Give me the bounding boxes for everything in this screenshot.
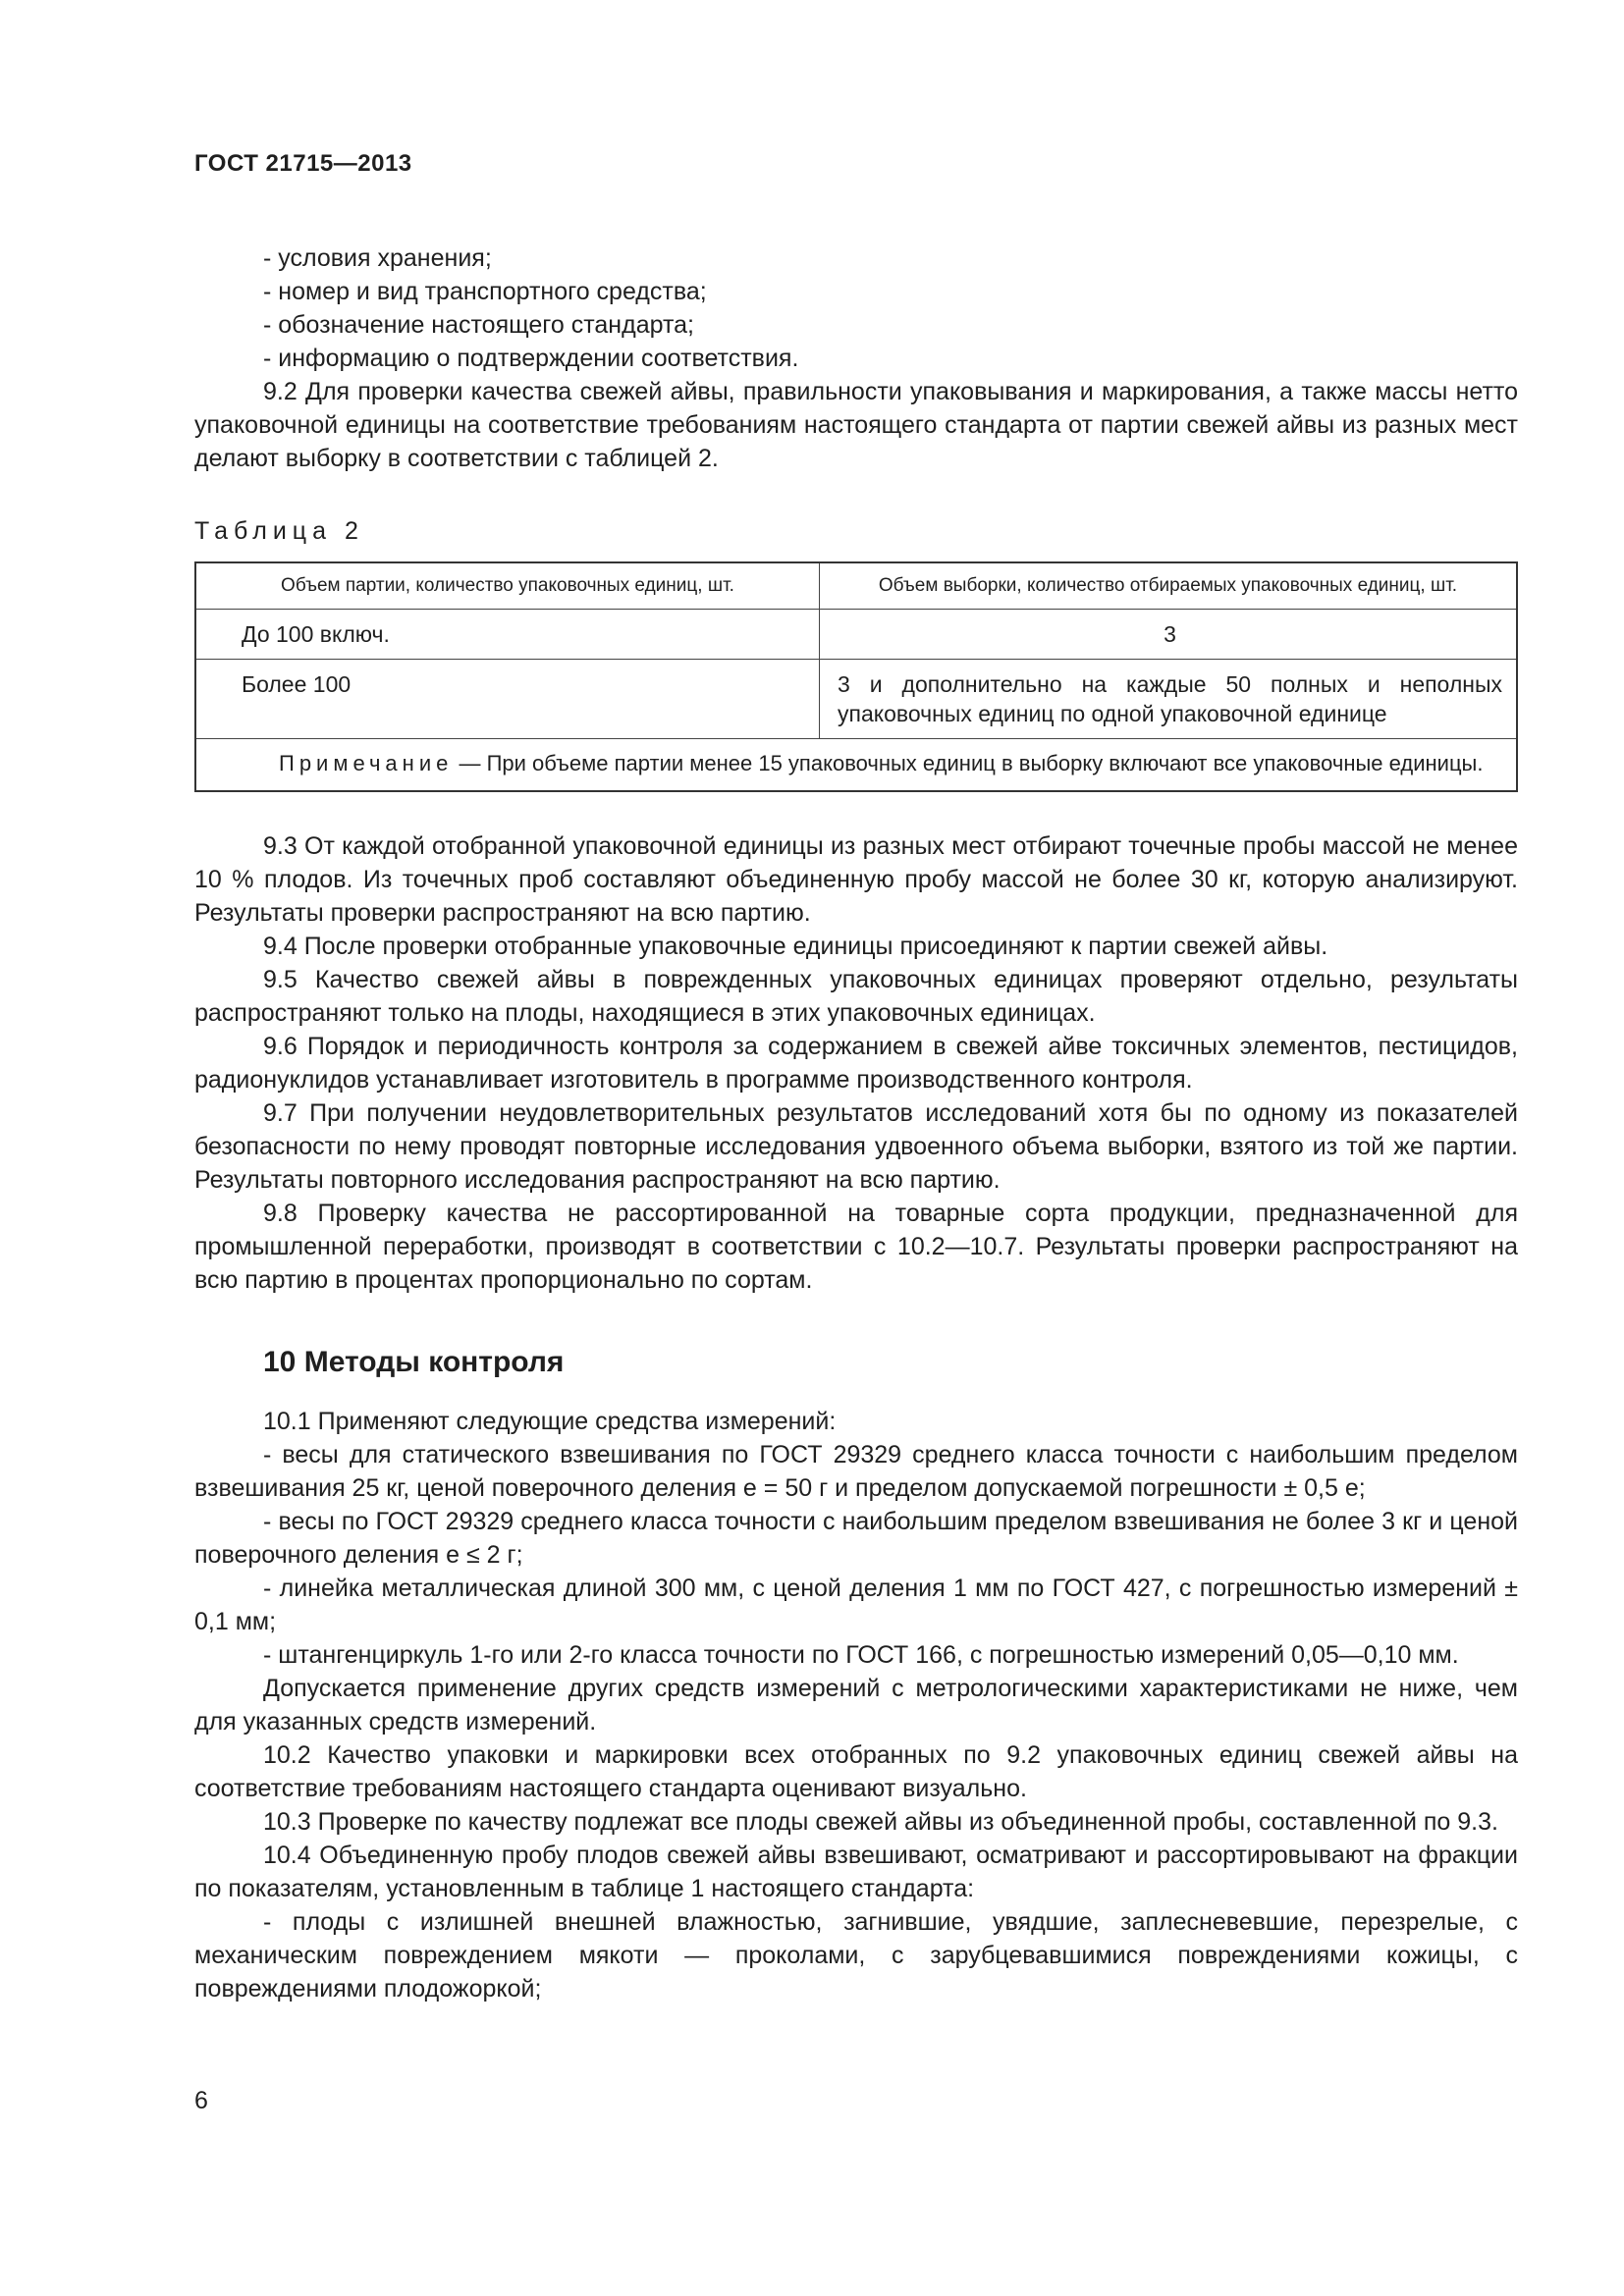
- page-number: 6: [194, 2087, 208, 2114]
- section-10-title: 10 Методы контроля: [263, 1346, 565, 1378]
- table-row: [195, 610, 1517, 660]
- paragraph-9-4: 9.4 После проверки отобранные упаковочные единицы присоединяют к партии свежей айвы.: [263, 933, 1328, 960]
- list-item: - условия хранения;: [263, 244, 492, 272]
- paragraph-10-4-item: - плоды с излишней внешней влажностью, загнившие, увядшие, заплесневевшие, перезрелые, с механическим повреждением мякоти — проколами, с зарубцевавшимися повреждениями кожицы, с повреждениями плодожоркой;: [194, 1908, 1518, 2002]
- instrument-item: - штангенциркуль 1-го или 2-го класса точности по ГОСТ 166, с погрешностью измерений 0,05—0,10 мм.: [263, 1641, 1459, 1669]
- paragraph-9-2: 9.2 Для проверки качества свежей айвы, правильности упаковывания и маркирования, а также массы нетто упаковочной единицы на соответствие требованиям настоящего стандарта от партии свежей айвы из разных мест делают выборку в соответствии с таблицей 2.: [194, 378, 1518, 472]
- allowed-note: Допускается применение других средств измерений с метрологическими характеристиками не ниже, чем для указанных средств измерений.: [194, 1675, 1518, 1735]
- paragraph-10-1: 10.1 Применяют следующие средства измерений:: [263, 1408, 837, 1435]
- instrument-item: - весы по ГОСТ 29329 среднего класса точности с наибольшим пределом взвешивания не более 3 кг и ценой поверочного деления е ≤ 2 г;: [194, 1508, 1518, 1569]
- instrument-item: - весы для статического взвешивания по ГОСТ 29329 среднего класса точности с наибольшим пределом взвешивания 25 кг, ценой поверочного деления е = 50 г и пределом допускаемой погрешности ± 0,5 е;: [194, 1441, 1518, 1502]
- table-2: [194, 561, 1518, 792]
- intro-list: [194, 241, 1518, 375]
- table-row: [195, 660, 1517, 739]
- table-cell: 3: [820, 610, 1518, 660]
- paragraph-9-8: 9.8 Проверку качества не рассортированной на товарные сорта продукции, предназначенной для промышленной переработки, производят в соответствии с 10.2—10.7. Результаты проверки распространяют на всю партию в процентах пропорционально по сортам.: [194, 1200, 1518, 1294]
- table-caption: Таблица 2: [194, 517, 364, 545]
- table-note: [195, 739, 1517, 792]
- table-header-lot-size: Объем партии, количество упаковочных единиц, шт.: [195, 562, 820, 610]
- table-header-sample-size: Объем выборки, количество отбираемых упаковочных единиц, шт.: [820, 562, 1518, 610]
- table-header-row: [195, 562, 1517, 610]
- instrument-item: - линейка металлическая длиной 300 мм, с ценой деления 1 мм по ГОСТ 427, с погрешностью измерений ± 0,1 мм;: [194, 1575, 1518, 1635]
- list-item: - обозначение настоящего стандарта;: [263, 311, 694, 339]
- paragraph-10-2: 10.2 Качество упаковки и маркировки всех отобранных по 9.2 упаковочных единиц свежей айвы на соответствие требованиям настоящего стандарта оценивают визуально.: [194, 1741, 1518, 1802]
- list-item: - номер и вид транспортного средства;: [263, 278, 707, 305]
- paragraph-10-4: 10.4 Объединенную пробу плодов свежей айвы взвешивают, осматривают и рассортировывают на фракции по показателям, установленным в таблице 1 настоящего стандарта:: [194, 1842, 1518, 1902]
- table-cell: 3 и дополнительно на каждые 50 полных и неполных упаковочных единиц по одной упаковочной единице: [820, 660, 1518, 739]
- paragraph-9-6: 9.6 Порядок и периодичность контроля за содержанием в свежей айве токсичных элементов, пестицидов, радионуклидов устанавливает изготовитель в программе производственного контроля.: [194, 1033, 1518, 1094]
- paragraph-10-3: 10.3 Проверке по качеству подлежат все плоды свежей айвы из объединенной пробы, составленной по 9.3.: [263, 1808, 1498, 1836]
- table-note-row: [195, 739, 1517, 792]
- section-9-paragraphs: [194, 829, 1518, 1297]
- note-label: Примечание: [279, 751, 454, 775]
- table-cell: До 100 включ.: [195, 610, 820, 660]
- note-text: — При объеме партии менее 15 упаковочных единиц в выборку включают все упаковочные единицы.: [459, 751, 1484, 775]
- paragraph-9-7: 9.7 При получении неудовлетворительных результатов исследований хотя бы по одному из показателей безопасности по нему проводят повторные исследования удвоенного объема выборки, взятого из той же партии. Результаты повторного исследования распространяют на всю партию.: [194, 1099, 1518, 1194]
- list-item: - информацию о подтверждении соответствия.: [263, 345, 799, 372]
- document-code-header: ГОСТ 21715—2013: [194, 150, 412, 177]
- paragraph-9-3: 9.3 От каждой отобранной упаковочной единицы из разных мест отбирают точечные пробы массой не менее 10 % плодов. Из точечных проб составляют объединенную пробу массой не более 30 кг, которую анализируют. Результаты проверки распространяют на всю партию.: [194, 832, 1518, 927]
- section-10-body: [194, 1405, 1518, 2005]
- table-cell: Более 100: [195, 660, 820, 739]
- paragraph-9-5: 9.5 Качество свежей айвы в поврежденных упаковочных единицах проверяют отдельно, результаты распространяют только на плоды, находящиеся в этих упаковочных единицах.: [194, 966, 1518, 1027]
- document-page: [194, 147, 1518, 2005]
